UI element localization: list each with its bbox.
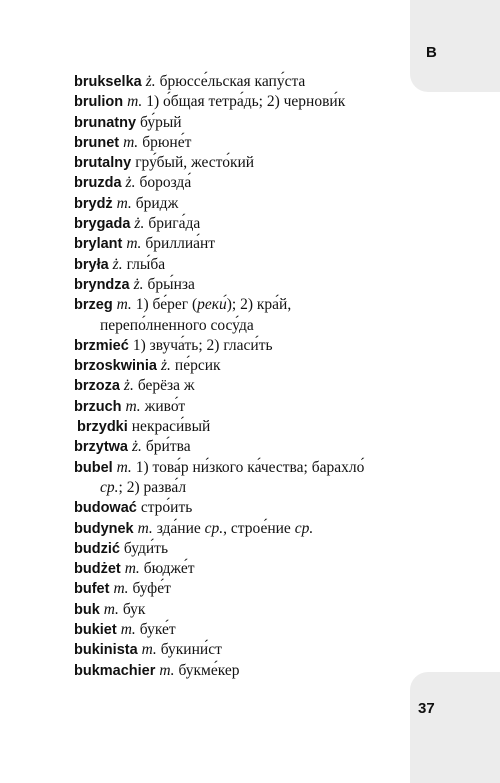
grammar-label: m.	[116, 458, 132, 476]
grammar-label: ср.	[100, 478, 119, 496]
grammar-label: m.	[141, 641, 157, 659]
headword: brunet	[74, 134, 120, 151]
translation: зда́ние	[156, 519, 201, 537]
headword: buk	[74, 601, 100, 618]
section-letter: B	[426, 44, 437, 61]
headword: brzoskwinia	[74, 358, 157, 375]
dictionary-entry	[74, 397, 414, 417]
translation: букме́кер	[178, 661, 240, 679]
headword: brutalny	[74, 155, 132, 172]
headword: bryndza	[74, 276, 130, 293]
grammar-label: ż.	[112, 255, 123, 273]
headword: budzić	[74, 540, 120, 557]
translation: бюдже́т	[143, 560, 195, 578]
translation: бры́нза	[147, 275, 195, 293]
dictionary-entry	[74, 194, 414, 214]
headword: bruzda	[74, 175, 122, 192]
grammar-label: m.	[124, 560, 140, 578]
dictionary-entry	[74, 173, 414, 193]
translation-continued: перепо́лненного сосу́да	[100, 316, 254, 334]
headword: budżet	[74, 561, 121, 578]
page-number: 37	[418, 700, 435, 717]
grammar-label: m.	[116, 296, 132, 314]
headword: brygada	[74, 216, 131, 233]
translation: живо́т	[144, 397, 186, 415]
section-tab-bottom	[410, 672, 500, 783]
headword: bukiet	[74, 622, 117, 639]
headword: brylant	[74, 236, 123, 253]
headword: bufet	[74, 581, 110, 598]
grammar-label: m.	[123, 133, 139, 151]
translation-continued: ; 2) разва́л	[118, 478, 187, 496]
dictionary-entry	[74, 133, 414, 153]
grammar-label: ż.	[123, 377, 134, 395]
dictionary-entry	[74, 600, 414, 620]
dictionary-entry	[74, 295, 414, 315]
translation: бук	[122, 600, 146, 618]
dictionary-entry	[74, 620, 414, 640]
dictionary-entry	[74, 72, 414, 92]
grammar-label: ż.	[132, 438, 142, 456]
dictionary-entry	[74, 458, 414, 478]
entry-continuation	[74, 478, 414, 498]
translation: бри́тва	[145, 438, 191, 456]
translation: глы́ба	[126, 255, 166, 273]
grammar-label: ср.	[204, 519, 224, 537]
grammar-label: ż.	[134, 215, 145, 233]
translation: буди́ть	[123, 539, 169, 557]
headword: bukmachier	[74, 662, 156, 679]
dictionary-entry	[74, 92, 414, 112]
grammar-label: m.	[125, 397, 141, 415]
dictionary-entries	[74, 72, 414, 681]
translation: бриллиа́нт	[145, 235, 216, 253]
dictionary-entry	[74, 661, 414, 681]
headword: brulion	[74, 94, 124, 111]
translation: некраси́вый	[131, 418, 211, 436]
dictionary-entry	[74, 417, 414, 437]
headword: brunatny	[74, 114, 137, 131]
headword: bubel	[74, 459, 113, 476]
translation: брюссе́льская капу́ста	[159, 73, 306, 90]
translation: гру́бый, жесто́кий	[135, 154, 255, 172]
grammar-label: m.	[127, 93, 143, 111]
dictionary-entry	[74, 559, 414, 579]
translation: буфе́т	[132, 580, 171, 598]
translation: берёза ж	[137, 377, 195, 395]
headword: brzeg	[74, 297, 113, 314]
section-tab-top	[410, 0, 500, 92]
headword: brzoza	[74, 378, 120, 395]
dictionary-entry	[74, 376, 414, 396]
translation-note: реки́	[197, 296, 227, 314]
headword: budować	[74, 500, 137, 517]
dictionary-entry	[74, 498, 414, 518]
dictionary-entry	[74, 437, 414, 457]
headword: brzytwa	[74, 439, 128, 456]
headword: brzmieć	[74, 337, 129, 354]
grammar-label: m.	[159, 661, 175, 679]
dictionary-entry	[74, 113, 414, 133]
headword: brydż	[74, 195, 113, 212]
headword: bukinista	[74, 642, 138, 659]
grammar-label: ż.	[145, 73, 156, 90]
dictionary-entry	[74, 539, 414, 559]
translation: брюне́т	[142, 133, 192, 151]
grammar-label: m.	[103, 600, 119, 618]
grammar-label: m.	[126, 235, 142, 253]
translation: бу́рый	[140, 113, 182, 131]
dictionary-entry	[74, 519, 414, 539]
grammar-label: m.	[113, 580, 129, 598]
translation-continued: , строе́ние	[223, 519, 291, 537]
dictionary-entry	[74, 356, 414, 376]
dictionary-entry	[74, 275, 414, 295]
headword: bryła	[74, 256, 109, 273]
headword: budynek	[74, 520, 134, 537]
grammar-label: ż.	[125, 174, 136, 192]
headword: brzydki	[77, 419, 128, 436]
translation: 1) о́бщая тетра́дь; 2) чернови́к	[146, 93, 346, 111]
entry-continuation	[74, 316, 414, 336]
translation: брига́да	[148, 215, 201, 233]
dictionary-entry	[74, 214, 414, 234]
headword: brzuch	[74, 398, 122, 415]
grammar-label: ср.	[294, 519, 314, 537]
dictionary-entry	[74, 336, 414, 356]
translation: 1) това́р ни́зкого ка́чества; барахло́	[135, 458, 365, 476]
grammar-label: m.	[137, 519, 153, 537]
translation: букини́ст	[160, 641, 222, 659]
translation: борозда́	[139, 174, 192, 192]
dictionary-entry	[74, 234, 414, 254]
translation: буке́т	[139, 621, 176, 639]
dictionary-entry	[74, 640, 414, 660]
grammar-label: ż.	[133, 275, 144, 293]
translation: 1) бе́рег (	[135, 296, 198, 314]
dictionary-entry	[74, 579, 414, 599]
translation: стро́ить	[140, 499, 193, 517]
headword: brukselka	[74, 74, 142, 90]
grammar-label: m.	[116, 194, 132, 212]
grammar-label: m.	[120, 621, 136, 639]
translation: пе́рсик	[174, 357, 221, 375]
dictionary-entry	[74, 153, 414, 173]
dictionary-entry	[74, 255, 414, 275]
translation: бридж	[135, 194, 179, 212]
translation: 1) звуча́ть; 2) гласи́ть	[132, 336, 273, 354]
grammar-label: ż.	[161, 357, 171, 375]
translation-continued: ); 2) кра́й,	[226, 296, 292, 314]
